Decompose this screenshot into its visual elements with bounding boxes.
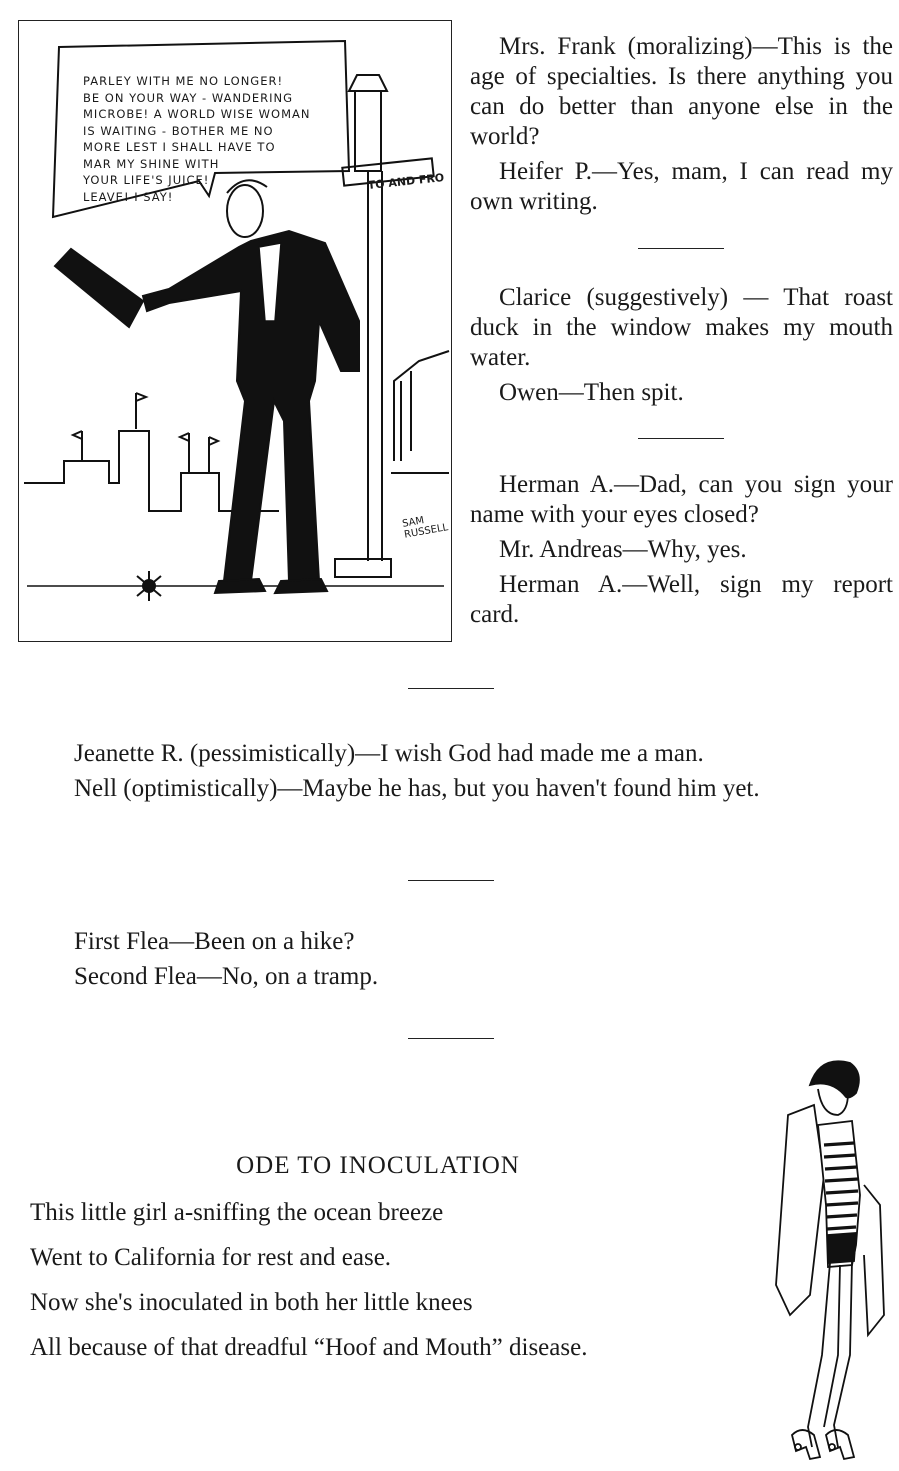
poem-line: This little girl a-sniffing the ocean breeze (30, 1199, 444, 1226)
joke-line: Clarice (suggestively) — That roast duck in the window makes my mouth water. (470, 284, 893, 371)
divider (408, 880, 494, 881)
joke-line: Heifer P.—Yes, mam, I can read my own writing. (470, 158, 893, 215)
divider (408, 688, 494, 689)
poem-line: Now she's inoculated in both her little knees (30, 1289, 473, 1316)
divider (408, 1038, 494, 1039)
joke-line: Mr. Andreas—Why, yes. (499, 536, 747, 563)
bathing-girl-drawing (768, 1055, 890, 1463)
artist-signature: SAM RUSSELL (401, 515, 450, 541)
divider (638, 438, 724, 439)
poem-line: Went to California for rest and ease. (30, 1244, 392, 1271)
bathing-girl-illustration (768, 1055, 890, 1463)
speech-bubble-text: PARLEY WITH ME NO LONGER! BE ON YOUR WAY - WANDERING MICROBE! A WORLD WISE WOMAN IS WAITING - BOTHER ME NO MORE LEST I SHALL HAVE TO MAR MY SHINE WITH YOUR LIFE'S JUICE! LEAVE! I SAY! (83, 74, 311, 204)
joke-line: First Flea—Been on a hike? (74, 928, 355, 955)
joke-line: Owen—Then spit. (499, 379, 684, 406)
joke-block (470, 470, 893, 630)
joke-line: Jeanette R. (pessimistically)—I wish God had made me a man. (74, 740, 704, 767)
joke-line: Nell (optimistically)—Maybe he has, but you haven't found him yet. (74, 775, 760, 802)
joke-line: Mrs. Frank (moralizing)—This is the age of specialties. Is there anything you can do better than anyone else in the world? (470, 33, 893, 150)
street-sign: TO AND FRO (367, 171, 445, 192)
poem-title: ODE TO INOCULATION (236, 1152, 520, 1179)
joke-line: Herman A.—Dad, can you sign your name with your eyes closed? (470, 471, 893, 528)
joke-block (16, 739, 892, 804)
joke-block (74, 927, 674, 992)
joke-block (470, 32, 893, 217)
cartoon-illustration (18, 20, 452, 642)
poem-line: All because of that dreadful “Hoof and Mouth” disease. (30, 1334, 588, 1361)
joke-line: Second Flea—No, on a tramp. (74, 963, 379, 990)
joke-block (470, 283, 893, 408)
divider (638, 248, 724, 249)
joke-line: Herman A.—Well, sign my report card. (470, 571, 893, 628)
